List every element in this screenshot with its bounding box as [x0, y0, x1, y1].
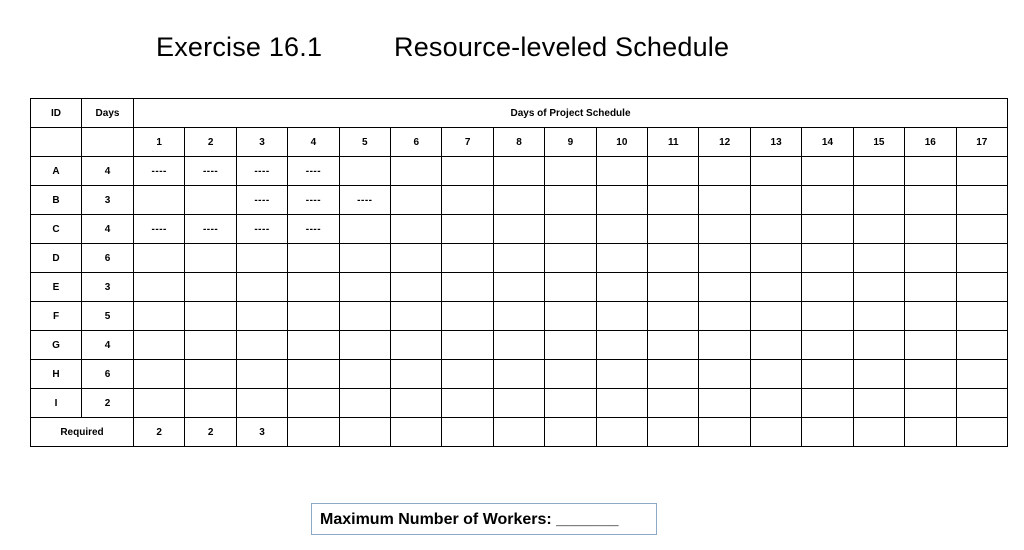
- max-workers-box: Maximum Number of Workers: _______: [311, 503, 657, 535]
- activity-days-cell: 4: [82, 215, 134, 244]
- required-cell: 2: [134, 418, 185, 447]
- required-cell: [905, 418, 956, 447]
- schedule-cell: [802, 331, 853, 360]
- schedule-cell: [134, 244, 185, 273]
- schedule-cell: [853, 215, 904, 244]
- schedule-cell: [134, 186, 185, 215]
- schedule-cell: [853, 157, 904, 186]
- schedule-cell: ----: [134, 157, 185, 186]
- schedule-cell: [699, 244, 750, 273]
- schedule-cell: [236, 360, 287, 389]
- schedule-cell: [648, 302, 699, 331]
- table-row: [31, 389, 1008, 418]
- schedule-cell: [905, 331, 956, 360]
- required-cell: [853, 418, 904, 447]
- schedule-cell: [493, 331, 544, 360]
- required-label: Required: [31, 418, 134, 447]
- activity-id-cell: I: [31, 389, 82, 418]
- required-cell: [339, 418, 390, 447]
- blank-cell: [31, 128, 82, 157]
- schedule-cell: [134, 273, 185, 302]
- day-number-cell: 4: [288, 128, 339, 157]
- schedule-cell: [185, 360, 236, 389]
- schedule-cell: [802, 302, 853, 331]
- day-number-cell: 13: [750, 128, 801, 157]
- schedule-cell: [905, 360, 956, 389]
- schedule-cell: [442, 157, 493, 186]
- schedule-cell: [134, 302, 185, 331]
- day-number-cell: 8: [493, 128, 544, 157]
- day-number-cell: 17: [956, 128, 1008, 157]
- schedule-cell: ----: [236, 157, 287, 186]
- schedule-cell: ----: [288, 186, 339, 215]
- days-header: Days: [82, 99, 134, 128]
- schedule-cell: [545, 331, 596, 360]
- schedule-cell: [802, 273, 853, 302]
- required-row: [31, 418, 1008, 447]
- schedule-cell: [648, 389, 699, 418]
- schedule-cell: [699, 215, 750, 244]
- required-cell: [802, 418, 853, 447]
- required-cell: [545, 418, 596, 447]
- schedule-cell: [853, 273, 904, 302]
- schedule-cell: ----: [236, 215, 287, 244]
- schedule-cell: [288, 389, 339, 418]
- schedule-cell: [853, 389, 904, 418]
- schedule-cell: [545, 215, 596, 244]
- schedule-cell: [493, 244, 544, 273]
- schedule-cell: [750, 331, 801, 360]
- schedule-cell: [853, 331, 904, 360]
- header-row: [31, 99, 1008, 128]
- schedule-cell: [339, 302, 390, 331]
- activity-id-cell: G: [31, 331, 82, 360]
- schedule-cell: [750, 186, 801, 215]
- schedule-cell: [545, 186, 596, 215]
- schedule-cell: [493, 389, 544, 418]
- table-row: [31, 331, 1008, 360]
- schedule-cell: [956, 360, 1008, 389]
- schedule-cell: [750, 360, 801, 389]
- schedule-cell: [648, 360, 699, 389]
- schedule-cell: [288, 302, 339, 331]
- schedule-cell: ----: [185, 157, 236, 186]
- schedule-cell: [185, 302, 236, 331]
- schedule-cell: [442, 215, 493, 244]
- blank-cell: [82, 128, 134, 157]
- schedule-cell: [236, 389, 287, 418]
- schedule-cell: [648, 186, 699, 215]
- activity-id-cell: D: [31, 244, 82, 273]
- required-cell: [596, 418, 647, 447]
- schedule-cell: [648, 157, 699, 186]
- schedule-cell: [442, 244, 493, 273]
- schedule-cell: [339, 389, 390, 418]
- schedule-cell: [185, 273, 236, 302]
- schedule-cell: [545, 360, 596, 389]
- schedule-cell: [699, 331, 750, 360]
- required-cell: [391, 418, 442, 447]
- schedule-cell: [956, 244, 1008, 273]
- schedule-cell: [596, 360, 647, 389]
- schedule-cell: [493, 215, 544, 244]
- schedule-cell: [545, 157, 596, 186]
- schedule-cell: [699, 157, 750, 186]
- schedule-cell: [905, 186, 956, 215]
- schedule-cell: [288, 273, 339, 302]
- schedule-cell: [596, 215, 647, 244]
- schedule-cell: [905, 244, 956, 273]
- schedule-cell: [391, 186, 442, 215]
- schedule-cell: [391, 389, 442, 418]
- schedule-cell: [442, 302, 493, 331]
- exercise-title: Exercise 16.1: [156, 32, 323, 62]
- day-number-cell: 7: [442, 128, 493, 157]
- schedule-cell: [545, 244, 596, 273]
- day-number-cell: 5: [339, 128, 390, 157]
- schedule-cell: [391, 302, 442, 331]
- schedule-cell: [134, 389, 185, 418]
- schedule-cell: [648, 273, 699, 302]
- schedule-cell: [288, 331, 339, 360]
- schedule-cell: [185, 389, 236, 418]
- schedule-cell: ----: [236, 186, 287, 215]
- required-cell: [699, 418, 750, 447]
- schedule-cell: [236, 302, 287, 331]
- schedule-cell: [596, 186, 647, 215]
- table-row: [31, 186, 1008, 215]
- schedule-cell: [339, 360, 390, 389]
- id-header: ID: [31, 99, 82, 128]
- schedule-cell: [185, 186, 236, 215]
- schedule-cell: [956, 331, 1008, 360]
- day-number-cell: 1: [134, 128, 185, 157]
- schedule-title: Resource-leveled Schedule: [394, 32, 730, 62]
- day-number-cell: 3: [236, 128, 287, 157]
- schedule-cell: [442, 273, 493, 302]
- schedule-cell: [391, 273, 442, 302]
- schedule-cell: [442, 331, 493, 360]
- activity-days-cell: 5: [82, 302, 134, 331]
- required-cell: 3: [236, 418, 287, 447]
- activity-id-cell: B: [31, 186, 82, 215]
- schedule-cell: [493, 186, 544, 215]
- day-number-cell: 12: [699, 128, 750, 157]
- schedule-cell: ----: [185, 215, 236, 244]
- activity-days-cell: 3: [82, 273, 134, 302]
- required-cell: [288, 418, 339, 447]
- schedule-cell: [185, 331, 236, 360]
- schedule-cell: [648, 215, 699, 244]
- schedule-cell: [699, 186, 750, 215]
- schedule-cell: [391, 215, 442, 244]
- schedule-cell: [134, 331, 185, 360]
- day-number-cell: 10: [596, 128, 647, 157]
- schedule-cell: [750, 157, 801, 186]
- schedule-cell: [905, 389, 956, 418]
- schedule-cell: [596, 389, 647, 418]
- schedule-cell: ----: [288, 215, 339, 244]
- schedule-cell: [339, 157, 390, 186]
- schedule-cell: [802, 215, 853, 244]
- schedule-table: [30, 98, 1008, 447]
- table-row: [31, 273, 1008, 302]
- schedule-cell: [391, 360, 442, 389]
- day-number-cell: 2: [185, 128, 236, 157]
- schedule-cell: [802, 360, 853, 389]
- schedule-cell: [905, 157, 956, 186]
- activity-days-cell: 3: [82, 186, 134, 215]
- schedule-cell: [750, 273, 801, 302]
- activity-id-cell: H: [31, 360, 82, 389]
- table-row: [31, 360, 1008, 389]
- schedule-cell: [545, 389, 596, 418]
- schedule-cell: [956, 389, 1008, 418]
- activity-id-cell: F: [31, 302, 82, 331]
- day-number-row: [31, 128, 1008, 157]
- schedule-cell: [596, 273, 647, 302]
- schedule-cell: [545, 273, 596, 302]
- schedule-cell: [905, 215, 956, 244]
- schedule-cell: [699, 302, 750, 331]
- day-number-cell: 11: [648, 128, 699, 157]
- schedule-cell: [802, 389, 853, 418]
- day-number-cell: 16: [905, 128, 956, 157]
- schedule-cell: [802, 244, 853, 273]
- schedule-cell: [853, 244, 904, 273]
- schedule-cell: ----: [288, 157, 339, 186]
- schedule-cell: [596, 157, 647, 186]
- table-row: [31, 215, 1008, 244]
- schedule-header: Days of Project Schedule: [134, 99, 1008, 128]
- schedule-cell: [802, 157, 853, 186]
- schedule-cell: [545, 302, 596, 331]
- required-cell: [956, 418, 1008, 447]
- activity-id-cell: E: [31, 273, 82, 302]
- schedule-cell: [596, 244, 647, 273]
- schedule-cell: ----: [339, 186, 390, 215]
- schedule-cell: [134, 360, 185, 389]
- schedule-cell: [853, 186, 904, 215]
- schedule-cell: [699, 389, 750, 418]
- day-number-cell: 15: [853, 128, 904, 157]
- table-row: [31, 157, 1008, 186]
- table-row: [31, 244, 1008, 273]
- schedule-cell: [339, 244, 390, 273]
- schedule-cell: [339, 331, 390, 360]
- schedule-cell: [391, 157, 442, 186]
- required-cell: [493, 418, 544, 447]
- day-number-cell: 6: [391, 128, 442, 157]
- schedule-cell: [956, 215, 1008, 244]
- schedule-cell: [750, 389, 801, 418]
- schedule-cell: [391, 244, 442, 273]
- required-cell: [648, 418, 699, 447]
- schedule-cell: ----: [134, 215, 185, 244]
- schedule-cell: [236, 331, 287, 360]
- schedule-cell: [442, 389, 493, 418]
- schedule-cell: [648, 244, 699, 273]
- schedule-cell: [236, 273, 287, 302]
- activity-days-cell: 2: [82, 389, 134, 418]
- schedule-cell: [853, 302, 904, 331]
- schedule-cell: [236, 244, 287, 273]
- schedule-cell: [339, 273, 390, 302]
- schedule-cell: [750, 302, 801, 331]
- activity-days-cell: 6: [82, 360, 134, 389]
- schedule-cell: [750, 215, 801, 244]
- required-cell: [442, 418, 493, 447]
- schedule-cell: [853, 360, 904, 389]
- schedule-cell: [956, 157, 1008, 186]
- schedule-cell: [699, 360, 750, 389]
- schedule-cell: [493, 157, 544, 186]
- schedule-cell: [956, 302, 1008, 331]
- schedule-cell: [905, 302, 956, 331]
- schedule-cell: [956, 186, 1008, 215]
- schedule-cell: [493, 360, 544, 389]
- schedule-cell: [596, 331, 647, 360]
- schedule-cell: [185, 244, 236, 273]
- activity-days-cell: 4: [82, 157, 134, 186]
- required-cell: 2: [185, 418, 236, 447]
- schedule-cell: [648, 331, 699, 360]
- schedule-cell: [802, 186, 853, 215]
- schedule-cell: [596, 302, 647, 331]
- schedule-cell: [288, 244, 339, 273]
- activity-days-cell: 6: [82, 244, 134, 273]
- day-number-cell: 14: [802, 128, 853, 157]
- table-row: [31, 302, 1008, 331]
- schedule-cell: [699, 273, 750, 302]
- schedule-cell: [493, 302, 544, 331]
- required-cell: [750, 418, 801, 447]
- schedule-cell: [905, 273, 956, 302]
- schedule-cell: [442, 360, 493, 389]
- schedule-cell: [442, 186, 493, 215]
- day-number-cell: 9: [545, 128, 596, 157]
- schedule-cell: [493, 273, 544, 302]
- schedule-cell: [391, 331, 442, 360]
- activity-id-cell: A: [31, 157, 82, 186]
- schedule-cell: [288, 360, 339, 389]
- schedule-cell: [750, 244, 801, 273]
- activity-id-cell: C: [31, 215, 82, 244]
- schedule-cell: [956, 273, 1008, 302]
- activity-days-cell: 4: [82, 331, 134, 360]
- schedule-cell: [339, 215, 390, 244]
